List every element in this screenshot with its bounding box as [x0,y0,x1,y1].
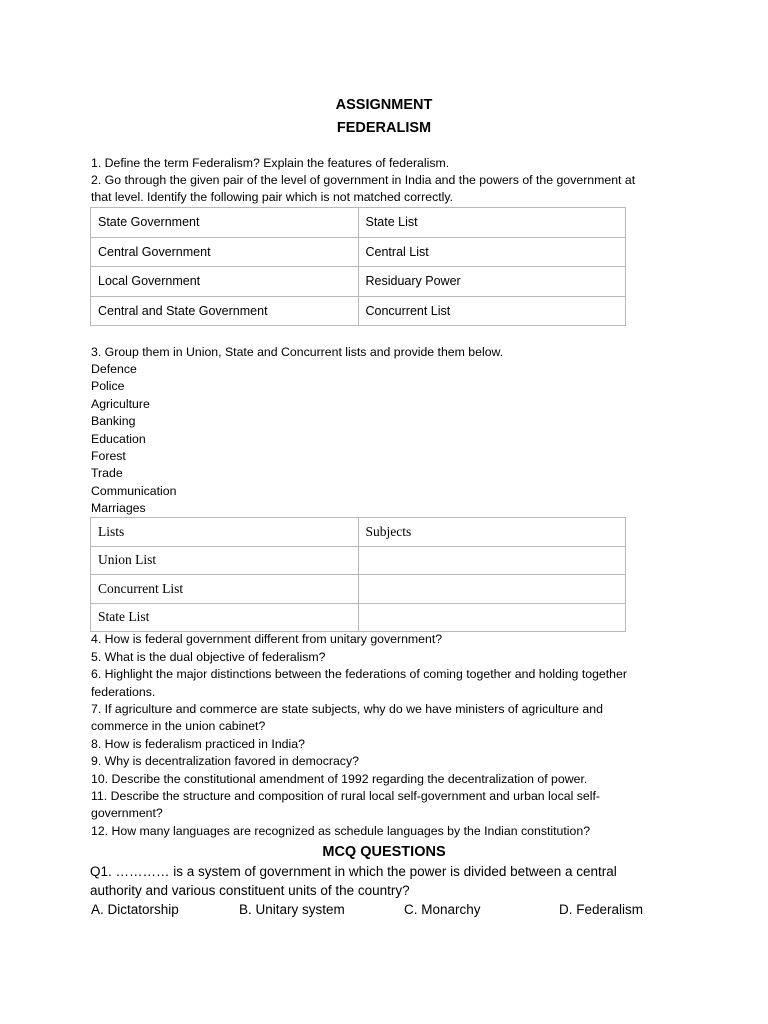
table-cell [358,546,626,575]
question-11-line-1: 11. Describe the structure and composition of rural local self-government and urban local self- [91,789,600,803]
subject-item: Forest [91,449,126,463]
table-cell: Union List [91,546,359,575]
table-row [91,575,626,604]
question-3: 3. Group them in Union, State and Concurrent lists and provide them below. [91,345,504,359]
table-cell: Central Government [91,237,359,267]
table-cell [358,575,626,604]
table-cell: Local Government [91,267,359,297]
question-8: 8. How is federalism practiced in India? [91,737,305,751]
question-11-line-2: government? [91,806,163,820]
subject-item: Banking [91,414,136,428]
table-cell [358,603,626,632]
subject-item: Agriculture [91,397,150,411]
table-cell: Residuary Power [358,267,626,297]
question-2-line-1: 2. Go through the given pair of the level of government in India and the powers of the government at [91,173,636,187]
lists-subjects-table [90,517,626,632]
table-row [91,208,626,238]
assignment-title: ASSIGNMENT [335,97,433,113]
table-cell: Central List [358,237,626,267]
table-row [91,237,626,267]
question-6-line-1: 6. Highlight the major distinctions between the federations of coming together and holding together [91,667,627,681]
subject-item: Marriages [91,501,146,515]
question-6-line-2: federations. [91,685,156,699]
question-7-line-1: 7. If agriculture and commerce are state subjects, why do we have ministers of agriculture and [91,702,603,716]
question-12: 12. How many languages are recognized as schedule languages by the Indian constitution? [91,824,591,838]
table-cell: State List [358,208,626,238]
mcq-option-b: B. Unitary system [239,902,345,917]
assignment-subtitle: FEDERALISM [336,120,432,136]
table-row [91,267,626,297]
mcq-option-c: C. Monarchy [404,902,481,917]
subject-item: Defence [91,362,137,376]
mcq-option-d: D. Federalism [559,902,644,917]
government-powers-table [90,207,626,326]
subject-item: Trade [91,466,123,480]
table-cell: Concurrent List [91,575,359,604]
table-header-cell: Subjects [358,518,626,547]
table-cell: State List [91,603,359,632]
table-row [91,603,626,632]
question-10: 10. Describe the constitutional amendment of 1992 regarding the decentralization of power. [91,772,588,786]
subject-item: Communication [91,484,177,498]
table-header-cell: Lists [91,518,359,547]
question-5: 5. What is the dual objective of federalism? [91,650,326,664]
question-9: 9. Why is decentralization favored in democracy? [91,754,359,768]
table-cell: State Government [91,208,359,238]
mcq-heading: MCQ QUESTIONS [322,844,446,860]
table-cell: Central and State Government [91,296,359,326]
subject-item: Education [91,432,146,446]
table-cell: Concurrent List [358,296,626,326]
question-4: 4. How is federal government different from unitary government? [91,632,443,646]
question-2-line-2: that level. Identify the following pair which is not matched correctly. [91,190,454,204]
question-1: 1. Define the term Federalism? Explain the features of federalism. [91,156,450,170]
mcq-question-1 [90,863,650,900]
mcq-question-1-line-2: authority and various constituent units of the country? [90,882,410,898]
table-row [91,296,626,326]
question-7-line-2: commerce in the union cabinet? [91,719,266,733]
subject-item: Police [91,379,125,393]
mcq-question-1-line-1: Q1. ………… is a system of government in which the power is divided between a central [90,864,617,879]
mcq-option-a: A. Dictatorship [91,902,179,917]
table-row [91,518,626,547]
table-row [91,546,626,575]
